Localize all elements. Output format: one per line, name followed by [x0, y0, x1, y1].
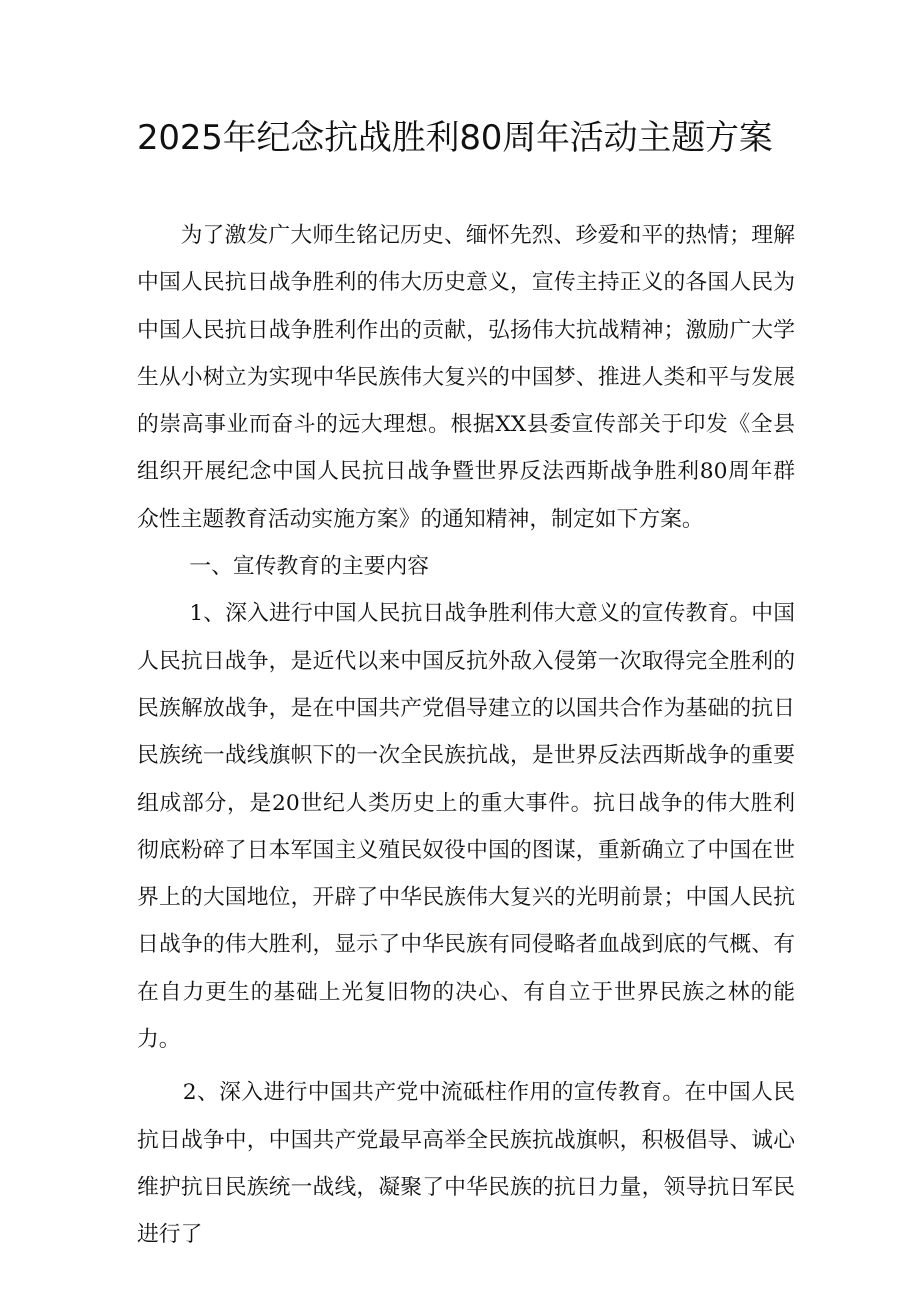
document-body [137, 212, 795, 1259]
section-paragraph-party-role: 2、深入进行中国共产党中流砥柱作用的宣传教育。在中国人民抗日战争中，中国共产党最早高举全民族抗战旗帜，积极倡导、诚心维护抗日民族统一战线，凝聚了中华民族的抗日力量，领导抗日军民进行了 [137, 1080, 795, 1248]
document-title: 2025年纪念抗战胜利80周年活动主题方案 [137, 118, 773, 158]
intro-paragraph: 为了激发广大师生铭记历史、缅怀先烈、珍爱和平的热情；理解中国人民抗日战争胜利的伟大历史意义，宣传主持正义的各国人民为中国人民抗日战争胜利作出的贡献，弘扬伟大抗战精神；激励广大学生从小树立为实现中华民族伟大复兴的中国梦、推进人类和平与发展的崇高事业而奋斗的远大理想。根据XX县委宣传部关于印发《全县组织开展纪念中国人民抗日战争暨世界反法西斯战争胜利80周年群众性主题教育活动实施方案》的通知精神，制定如下方案。 [137, 223, 795, 532]
section-paragraph-victory-significance: 1、深入进行中国人民抗日战争胜利伟大意义的宣传教育。中国人民抗日战争，是近代以来中国反抗外敌入侵第一次取得完全胜利的民族解放战争，是在中国共产党倡导建立的以国共合作为基础的抗日民族统一战线旗帜下的一次全民族抗战，是世界反法西斯战争的重要组成部分，是20世纪人类历史上的重大事件。抗日战争的伟大胜利彻底粉碎了日本军国主义殖民奴役中国的图谋，重新确立了中国在世界上的大国地位，开辟了中华民族伟大复兴的光明前景；中国人民抗日战争的伟大胜利，显示了中华民族有同侵略者血战到底的气概、有在自力更生的基础上光复旧物的决心、有自立于世界民族之林的能力。 [137, 601, 795, 1053]
section-heading-publicity-content: 一、宣传教育的主要内容 [189, 554, 430, 580]
